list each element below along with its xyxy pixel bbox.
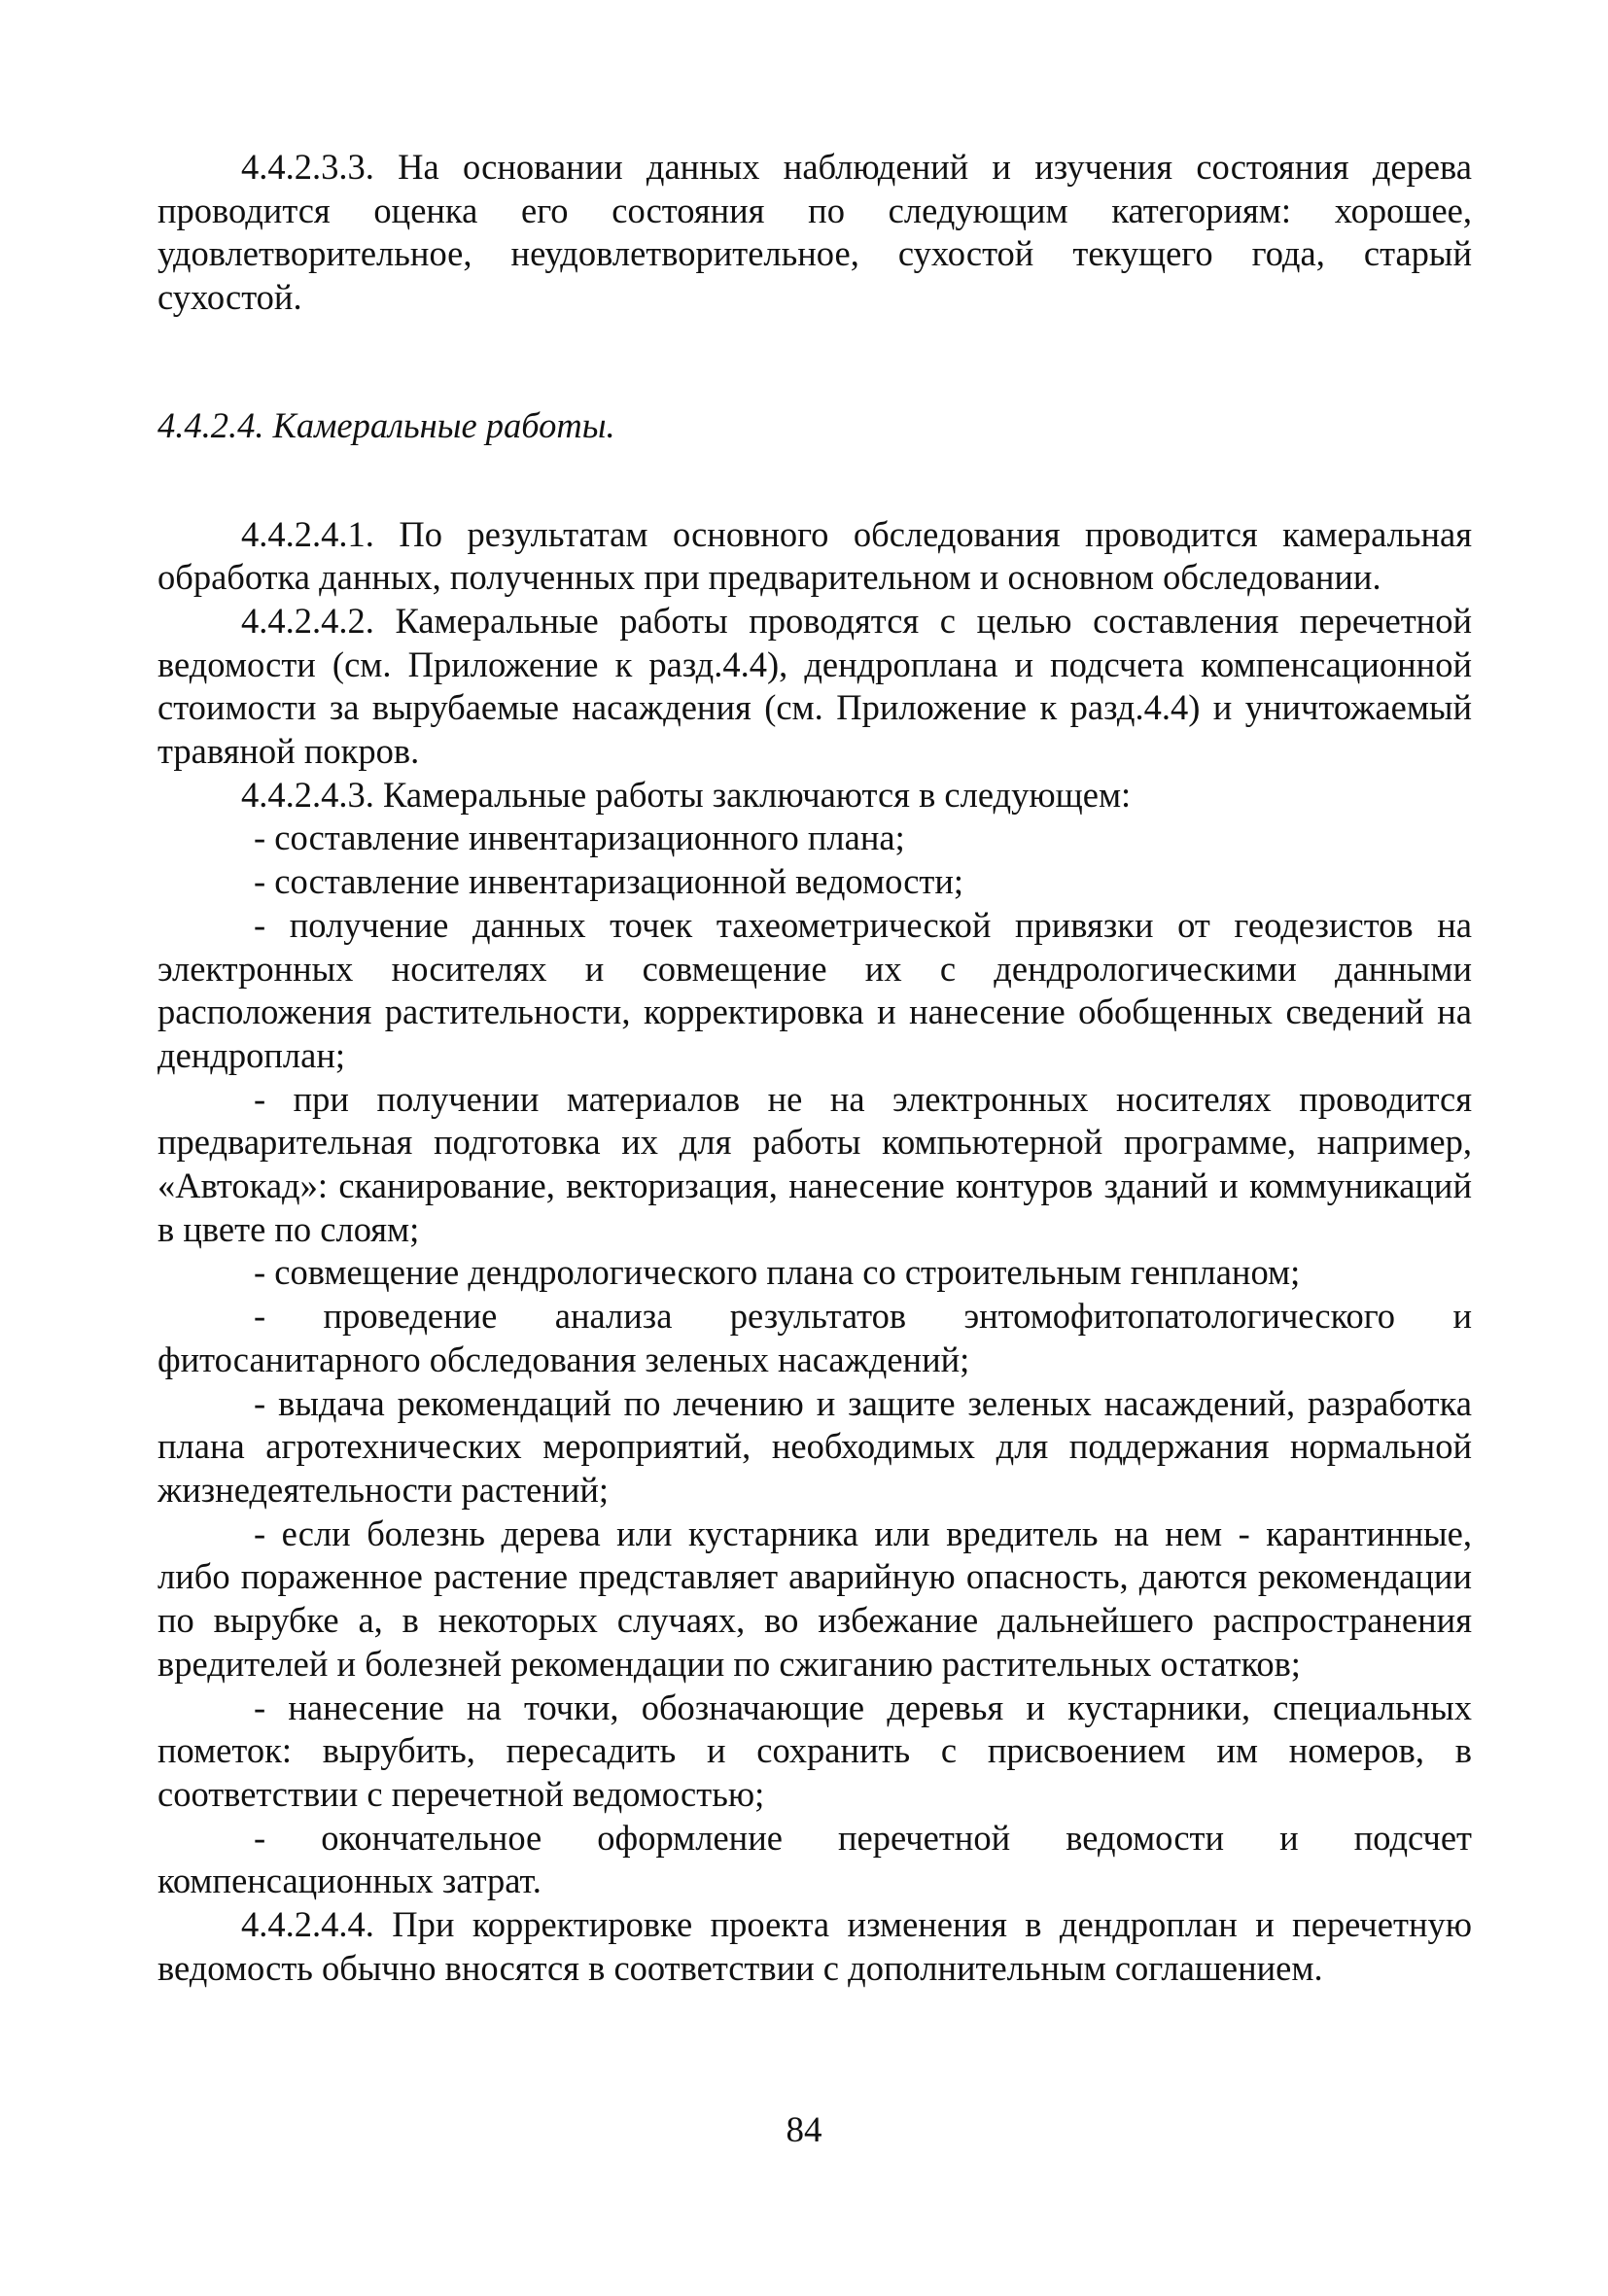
page-number: 84: [786, 2110, 822, 2150]
list-item: - получение данных точек тахеометрической привязки от геодезистов на электронных носителях и совмещение их с дендрологическими данными расположения растительности, корректировка и нанесение обобщенных сведений на дендроплан;: [157, 904, 1472, 1075]
list-item: - составление инвентаризационной ведомости;: [254, 861, 964, 902]
list-item: - проведение анализа результатов энтомофитопатологического и фитосанитарного обследования зеленых насаждений;: [157, 1296, 1472, 1379]
work-list: [157, 817, 1472, 1903]
list-item: - совмещение дендрологического плана со строительным генпланом;: [254, 1252, 1301, 1293]
list-item: - нанесение на точки, обозначающие деревья и кустарники, специальных пометок: вырубить, пересадить и сохранить с присвоением им номеров, в соответствии с перечетной ведомостью;: [157, 1687, 1472, 1814]
paragraph-4-4-2-4-3: 4.4.2.4.3. Камеральные работы заключаются в следующем:: [241, 774, 1132, 815]
section-heading-kameralnye-raboty: 4.4.2.4. Камеральные работы.: [157, 404, 615, 445]
document-page: [157, 146, 1472, 1990]
paragraph-4-4-2-3-3: 4.4.2.3.3. На основании данных наблюдений и изучения состояния дерева проводится оценка его состояния по следующим категориям: хорошее, удовлетворительное, неудовлетворительное, сухостой текущего года, старый сухостой.: [157, 147, 1472, 318]
list-item: - составление инвентаризационного плана;: [254, 818, 905, 858]
paragraph-4-4-2-4-1: 4.4.2.4.1. По результатам основного обследования проводится камеральная обработка данных, полученных при предварительном и основном обследовании.: [157, 513, 1472, 598]
paragraph-4-4-2-4-2: 4.4.2.4.2. Камеральные работы проводятся с целью составления перечетной ведомости (см. Приложение к разд.4.4), дендроплана и подсчета компенсационной стоимости за вырубаемые насаждения (см. Приложение к разд.4.4) и уничтожаемый травяной покров.: [157, 600, 1472, 772]
paragraph-4-4-2-4-4: 4.4.2.4.4. При корректировке проекта изменения в дендроплан и перечетную ведомость обычно вносятся в соответствии с дополнительным соглашением.: [157, 1904, 1472, 1988]
list-item: - при получении материалов не на электронных носителях проводится предварительная подготовка их для работы компьютерной программе, например, «Автокад»: сканирование, векторизация, нанесение контуров зданий и коммуникаций в цвете по слоям;: [157, 1078, 1472, 1249]
list-item: - окончательное оформление перечетной ведомости и подсчет компенсационных затрат.: [157, 1817, 1472, 1901]
list-item: - если болезнь дерева или кустарника или вредитель на нем - карантинные, либо пораженное растение представляет аварийную опасность, даются рекомендации по вырубке а, в некоторых случаях, во избежание дальнейшего распространения вредителей и болезней рекомендации по сжиганию растительных остатков;: [157, 1513, 1472, 1684]
list-item: - выдача рекомендаций по лечению и защите зеленых насаждений, разработка плана агротехнических мероприятий, необходимых для поддержания нормальной жизнедеятельности растений;: [157, 1382, 1472, 1510]
